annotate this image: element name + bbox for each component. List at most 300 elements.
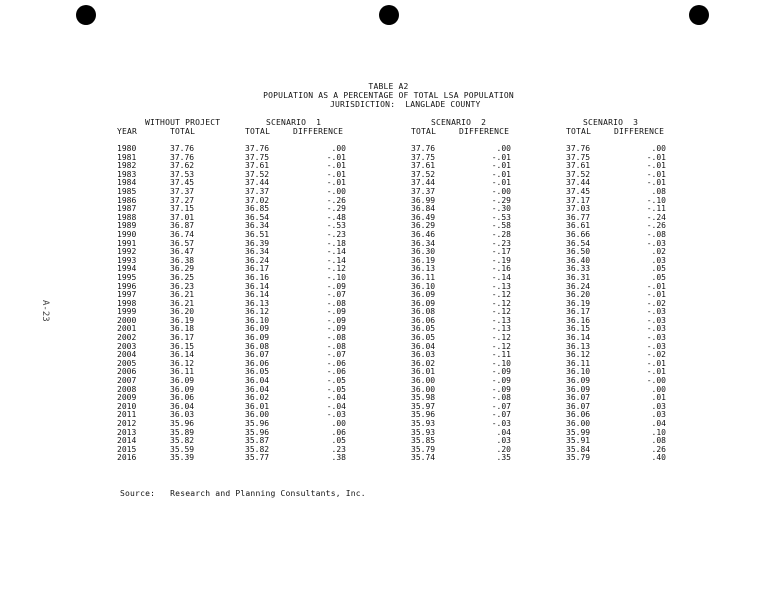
without-total-cell: 36.29 <box>170 264 195 274</box>
s2-difference-cell: .03 <box>496 436 511 446</box>
s2-total-cell: 36.46 <box>411 229 436 239</box>
s3-difference-cell: -.01 <box>646 281 666 291</box>
s2-total-cell: 36.13 <box>411 264 436 274</box>
s1-total-cell: 36.04 <box>245 376 270 386</box>
s1-total-cell: 37.52 <box>245 169 270 179</box>
year-cell: 1995 <box>117 272 137 282</box>
s2-total-cell: 35.93 <box>411 427 436 437</box>
s2-difference-cell: -.03 <box>491 419 511 428</box>
page-side-label: A-23 <box>40 300 50 322</box>
s2-total-cell: 36.01 <box>411 367 436 377</box>
table-row <box>0 230 777 239</box>
s3-total-cell: 36.19 <box>566 298 591 308</box>
year-cell: 1988 <box>117 212 137 222</box>
s1-total-cell: 36.54 <box>245 212 270 222</box>
without-total-cell: 37.45 <box>170 178 195 188</box>
table-row <box>0 333 777 342</box>
s3-difference-cell: .02 <box>651 247 666 257</box>
s1-total-cell: 36.14 <box>245 290 270 300</box>
s2-total-cell: 36.09 <box>411 290 436 300</box>
header-s3-difference: DIFFERENCE <box>614 127 665 136</box>
s3-difference-cell: -.10 <box>646 195 666 205</box>
without-total-cell: 37.53 <box>170 169 195 179</box>
table-row <box>0 187 777 196</box>
s2-total-cell: 36.49 <box>411 212 436 222</box>
without-total-cell: 35.39 <box>170 453 195 463</box>
without-total-cell: 36.47 <box>170 247 195 257</box>
without-total-cell: 36.21 <box>170 298 195 308</box>
year-cell: 2002 <box>117 333 137 343</box>
s2-difference-cell: -.08 <box>491 393 511 403</box>
without-total-cell: 36.12 <box>170 358 195 368</box>
data-table-body <box>0 144 777 462</box>
s3-total-cell: 36.13 <box>566 341 591 351</box>
year-cell: 2003 <box>117 341 137 351</box>
s1-difference-cell: -.23 <box>326 229 346 239</box>
table-row <box>0 204 777 213</box>
s2-total-cell: 36.29 <box>411 221 436 231</box>
s3-difference-cell: -.01 <box>646 161 666 171</box>
s2-difference-cell: -.58 <box>491 221 511 231</box>
s3-total-cell: 36.54 <box>566 238 591 248</box>
s1-difference-cell: -.06 <box>326 358 346 368</box>
s1-total-cell: 36.09 <box>245 333 270 343</box>
s1-difference-cell: -.14 <box>326 255 346 265</box>
s1-difference-cell: -.07 <box>326 290 346 300</box>
s3-total-cell: 35.91 <box>566 436 591 446</box>
table-row <box>0 428 777 437</box>
s2-total-cell: 36.04 <box>411 341 436 351</box>
s2-difference-cell: -.00 <box>491 186 511 196</box>
s1-difference-cell: -.01 <box>326 161 346 171</box>
s2-difference-cell: -.13 <box>491 281 511 291</box>
s3-difference-cell: -.08 <box>646 229 666 239</box>
s3-difference-cell: .00 <box>651 144 666 153</box>
table-row <box>0 410 777 419</box>
s1-total-cell: 36.06 <box>245 358 270 368</box>
without-total-cell: 36.38 <box>170 255 195 265</box>
s1-difference-cell: -.01 <box>326 152 346 162</box>
s3-total-cell: 37.44 <box>566 178 591 188</box>
s1-difference-cell: -.07 <box>326 350 346 360</box>
table-row <box>0 307 777 316</box>
s1-total-cell: 35.82 <box>245 444 270 454</box>
year-cell: 2012 <box>117 419 137 428</box>
s1-total-cell: 35.77 <box>245 453 270 463</box>
without-total-cell: 36.25 <box>170 272 195 282</box>
s3-total-cell: 37.61 <box>566 161 591 171</box>
without-total-cell: 36.57 <box>170 238 195 248</box>
table-row <box>0 359 777 368</box>
s2-difference-cell: -.10 <box>491 358 511 368</box>
without-total-cell: 36.17 <box>170 333 195 343</box>
table-row <box>0 178 777 187</box>
table-row <box>0 290 777 299</box>
without-total-cell: 36.21 <box>170 290 195 300</box>
s2-total-cell: 36.11 <box>411 272 436 282</box>
s3-total-cell: 36.14 <box>566 333 591 343</box>
s2-total-cell: 37.37 <box>411 186 436 196</box>
year-cell: 2008 <box>117 384 137 394</box>
s2-difference-cell: -.01 <box>491 169 511 179</box>
year-cell: 1980 <box>117 144 137 153</box>
s1-difference-cell: -.04 <box>326 393 346 403</box>
s1-total-cell: 37.76 <box>245 144 270 153</box>
s2-difference-cell: -.12 <box>491 333 511 343</box>
year-cell: 1994 <box>117 264 137 274</box>
s1-difference-cell: .23 <box>331 444 346 454</box>
s1-difference-cell: -.26 <box>326 195 346 205</box>
s1-difference-cell: -.09 <box>326 281 346 291</box>
s3-difference-cell: .05 <box>651 272 666 282</box>
table-row <box>0 213 777 222</box>
s3-total-cell: 36.09 <box>566 384 591 394</box>
s1-total-cell: 36.51 <box>245 229 270 239</box>
s1-difference-cell: -.09 <box>326 324 346 334</box>
s2-total-cell: 36.08 <box>411 307 436 317</box>
s2-total-cell: 35.93 <box>411 419 436 428</box>
s3-total-cell: 36.10 <box>566 367 591 377</box>
s1-total-cell: 36.34 <box>245 221 270 231</box>
year-cell: 2011 <box>117 410 137 420</box>
s1-difference-cell: -.10 <box>326 272 346 282</box>
s3-total-cell: 36.16 <box>566 315 591 325</box>
header-s2-difference: DIFFERENCE <box>459 127 510 136</box>
year-cell: 2014 <box>117 436 137 446</box>
header-scenario-3: SCENARIO 3 <box>583 118 639 127</box>
without-total-cell: 37.37 <box>170 186 195 196</box>
without-total-cell: 36.15 <box>170 341 195 351</box>
s1-difference-cell: -.08 <box>326 341 346 351</box>
year-cell: 1982 <box>117 161 137 171</box>
s2-total-cell: 36.34 <box>411 238 436 248</box>
s3-difference-cell: .40 <box>651 453 666 463</box>
s2-total-cell: 36.30 <box>411 247 436 257</box>
without-total-cell: 36.20 <box>170 307 195 317</box>
s2-difference-cell: -.23 <box>491 238 511 248</box>
s2-total-cell: 35.85 <box>411 436 436 446</box>
s1-total-cell: 36.14 <box>245 281 270 291</box>
s1-total-cell: 36.39 <box>245 238 270 248</box>
s3-total-cell: 37.76 <box>566 144 591 153</box>
s1-total-cell: 36.13 <box>245 298 270 308</box>
year-cell: 2006 <box>117 367 137 377</box>
s1-difference-cell: .00 <box>331 419 346 428</box>
s1-total-cell: 36.07 <box>245 350 270 360</box>
s3-difference-cell: -.02 <box>646 298 666 308</box>
s1-difference-cell: -.12 <box>326 264 346 274</box>
s2-total-cell: 35.96 <box>411 410 436 420</box>
without-total-cell: 36.18 <box>170 324 195 334</box>
s1-difference-cell: -.01 <box>326 169 346 179</box>
s3-difference-cell: -.03 <box>646 315 666 325</box>
year-cell: 1985 <box>117 186 137 196</box>
without-total-cell: 36.19 <box>170 315 195 325</box>
without-total-cell: 36.74 <box>170 229 195 239</box>
s2-difference-cell: -.09 <box>491 367 511 377</box>
table-row <box>0 436 777 445</box>
year-cell: 2016 <box>117 453 137 463</box>
table-row <box>0 221 777 230</box>
s1-difference-cell: -.08 <box>326 298 346 308</box>
s1-total-cell: 36.85 <box>245 204 270 214</box>
s2-difference-cell: -.01 <box>491 178 511 188</box>
without-total-cell: 36.06 <box>170 393 195 403</box>
table-row <box>0 419 777 428</box>
s2-difference-cell: -.12 <box>491 290 511 300</box>
year-cell: 2010 <box>117 401 137 411</box>
s2-difference-cell: -.09 <box>491 376 511 386</box>
s1-total-cell: 36.17 <box>245 264 270 274</box>
s2-total-cell: 37.61 <box>411 161 436 171</box>
table-row <box>0 161 777 170</box>
s2-total-cell: 37.52 <box>411 169 436 179</box>
without-total-cell: 35.82 <box>170 436 195 446</box>
year-cell: 1997 <box>117 290 137 300</box>
s3-total-cell: 36.61 <box>566 221 591 231</box>
s1-total-cell: 37.37 <box>245 186 270 196</box>
s1-difference-cell: -.14 <box>326 247 346 257</box>
s3-difference-cell: .08 <box>651 436 666 446</box>
s1-total-cell: 36.16 <box>245 272 270 282</box>
s2-difference-cell: -.12 <box>491 298 511 308</box>
table-row <box>0 170 777 179</box>
s3-total-cell: 36.00 <box>566 419 591 428</box>
s3-total-cell: 37.75 <box>566 152 591 162</box>
binder-hole-center <box>379 5 399 25</box>
year-cell: 2013 <box>117 427 137 437</box>
table-row <box>0 282 777 291</box>
s1-difference-cell: -.05 <box>326 376 346 386</box>
table-row <box>0 350 777 359</box>
year-cell: 1991 <box>117 238 137 248</box>
without-total-cell: 37.76 <box>170 152 195 162</box>
table-row <box>0 239 777 248</box>
s3-difference-cell: -.26 <box>646 221 666 231</box>
s3-total-cell: 36.07 <box>566 393 591 403</box>
header-s1-difference: DIFFERENCE <box>293 127 344 136</box>
s2-difference-cell: -.11 <box>491 350 511 360</box>
year-cell: 2005 <box>117 358 137 368</box>
s1-total-cell: 37.61 <box>245 161 270 171</box>
s3-difference-cell: -.03 <box>646 324 666 334</box>
s1-difference-cell: -.06 <box>326 367 346 377</box>
s3-total-cell: 36.66 <box>566 229 591 239</box>
s3-total-cell: 36.12 <box>566 350 591 360</box>
s3-total-cell: 36.15 <box>566 324 591 334</box>
s3-difference-cell: .08 <box>651 186 666 196</box>
year-cell: 2009 <box>117 393 137 403</box>
s2-difference-cell: .04 <box>496 427 511 437</box>
s1-difference-cell: -.03 <box>326 410 346 420</box>
s1-total-cell: 36.34 <box>245 247 270 257</box>
s2-difference-cell: -.01 <box>491 161 511 171</box>
s1-total-cell: 36.04 <box>245 384 270 394</box>
table-row <box>0 367 777 376</box>
header-scenario-2: SCENARIO 2 <box>431 118 487 127</box>
s1-difference-cell: .06 <box>331 427 346 437</box>
header-scenario-1: SCENARIO 1 <box>266 118 322 127</box>
s1-total-cell: 37.75 <box>245 152 270 162</box>
without-total-cell: 37.27 <box>170 195 195 205</box>
without-total-cell: 36.11 <box>170 367 195 377</box>
s1-total-cell: 36.00 <box>245 410 270 420</box>
s2-total-cell: 35.98 <box>411 393 436 403</box>
without-total-cell: 37.76 <box>170 144 195 153</box>
table-row <box>0 316 777 325</box>
s2-difference-cell: .00 <box>496 144 511 153</box>
table-label: TABLE A2 <box>368 82 409 91</box>
s1-total-cell: 36.24 <box>245 255 270 265</box>
s3-total-cell: 35.99 <box>566 427 591 437</box>
s2-total-cell: 36.99 <box>411 195 436 205</box>
year-cell: 2001 <box>117 324 137 334</box>
s2-total-cell: 36.19 <box>411 255 436 265</box>
s3-difference-cell: .03 <box>651 255 666 265</box>
s3-difference-cell: .10 <box>651 427 666 437</box>
s1-difference-cell: -.01 <box>326 178 346 188</box>
s2-difference-cell: -.07 <box>491 410 511 420</box>
table-row <box>0 324 777 333</box>
s1-difference-cell: -.29 <box>326 204 346 214</box>
s2-difference-cell: -.07 <box>491 401 511 411</box>
s3-difference-cell: -.01 <box>646 152 666 162</box>
year-cell: 1986 <box>117 195 137 205</box>
s2-total-cell: 37.75 <box>411 152 436 162</box>
year-cell: 1990 <box>117 229 137 239</box>
table-row <box>0 453 777 462</box>
year-cell: 1987 <box>117 204 137 214</box>
year-cell: 1993 <box>117 255 137 265</box>
s3-difference-cell: -.00 <box>646 376 666 386</box>
s2-difference-cell: -.19 <box>491 255 511 265</box>
year-cell: 1983 <box>117 169 137 179</box>
source-note: Source: Research and Planning Consultants, Inc. <box>120 489 366 498</box>
binder-hole-left <box>76 5 96 25</box>
s3-difference-cell: .05 <box>651 264 666 274</box>
header-without-total: TOTAL <box>170 127 196 136</box>
s2-total-cell: 36.00 <box>411 376 436 386</box>
table-row <box>0 342 777 351</box>
s2-total-cell: 36.03 <box>411 350 436 360</box>
s3-difference-cell: -.03 <box>646 341 666 351</box>
s3-total-cell: 37.52 <box>566 169 591 179</box>
s2-difference-cell: -.01 <box>491 152 511 162</box>
s3-total-cell: 36.40 <box>566 255 591 265</box>
s3-difference-cell: -.11 <box>646 204 666 214</box>
s1-difference-cell: -.05 <box>326 384 346 394</box>
without-total-cell: 36.87 <box>170 221 195 231</box>
s3-total-cell: 37.03 <box>566 204 591 214</box>
s2-difference-cell: -.29 <box>491 195 511 205</box>
s1-difference-cell: .00 <box>331 144 346 153</box>
table-row <box>0 376 777 385</box>
s1-total-cell: 36.05 <box>245 367 270 377</box>
without-total-cell: 37.15 <box>170 204 195 214</box>
table-row <box>0 393 777 402</box>
s2-total-cell: 35.74 <box>411 453 436 463</box>
table-title-line1: POPULATION AS A PERCENTAGE OF TOTAL LSA POPULATION <box>263 91 514 100</box>
s3-total-cell: 36.11 <box>566 358 591 368</box>
s1-difference-cell: -.09 <box>326 307 346 317</box>
s1-total-cell: 36.02 <box>245 393 270 403</box>
s3-total-cell: 37.17 <box>566 195 591 205</box>
s3-difference-cell: .03 <box>651 410 666 420</box>
s3-total-cell: 36.33 <box>566 264 591 274</box>
s2-total-cell: 37.44 <box>411 178 436 188</box>
s1-total-cell: 36.08 <box>245 341 270 351</box>
s2-total-cell: 37.76 <box>411 144 436 153</box>
table-row <box>0 299 777 308</box>
s3-total-cell: 36.20 <box>566 290 591 300</box>
s2-difference-cell: -.17 <box>491 247 511 257</box>
s1-total-cell: 35.87 <box>245 436 270 446</box>
without-total-cell: 35.96 <box>170 419 195 428</box>
s2-difference-cell: .20 <box>496 444 511 454</box>
without-total-cell: 35.59 <box>170 444 195 454</box>
table-row <box>0 247 777 256</box>
table-row <box>0 385 777 394</box>
s2-difference-cell: -.13 <box>491 315 511 325</box>
s2-total-cell: 36.00 <box>411 384 436 394</box>
s2-total-cell: 35.97 <box>411 401 436 411</box>
table-row <box>0 196 777 205</box>
header-without-project: WITHOUT PROJECT <box>145 118 221 127</box>
s3-total-cell: 36.17 <box>566 307 591 317</box>
s3-difference-cell: .04 <box>651 419 666 428</box>
year-cell: 2000 <box>117 315 137 325</box>
year-cell: 1992 <box>117 247 137 257</box>
s1-total-cell: 37.44 <box>245 178 270 188</box>
s3-difference-cell: -.03 <box>646 307 666 317</box>
s2-difference-cell: -.14 <box>491 272 511 282</box>
year-cell: 2015 <box>117 444 137 454</box>
s1-difference-cell: -.08 <box>326 333 346 343</box>
s1-difference-cell: -.48 <box>326 212 346 222</box>
without-total-cell: 36.23 <box>170 281 195 291</box>
table-row <box>0 153 777 162</box>
s2-difference-cell: -.13 <box>491 324 511 334</box>
table-row <box>0 445 777 454</box>
s1-total-cell: 35.96 <box>245 427 270 437</box>
s2-total-cell: 36.84 <box>411 204 436 214</box>
header-year: YEAR <box>117 127 138 136</box>
s3-difference-cell: -.02 <box>646 350 666 360</box>
year-cell: 2004 <box>117 350 137 360</box>
header-s1-total: TOTAL <box>245 127 271 136</box>
table-row <box>0 402 777 411</box>
table-row <box>0 256 777 265</box>
table-row <box>0 264 777 273</box>
without-total-cell: 37.62 <box>170 161 195 171</box>
year-cell: 1981 <box>117 152 137 162</box>
without-total-cell: 36.03 <box>170 410 195 420</box>
s1-difference-cell: .05 <box>331 436 346 446</box>
s2-total-cell: 36.09 <box>411 298 436 308</box>
s3-total-cell: 36.09 <box>566 376 591 386</box>
s2-difference-cell: -.53 <box>491 212 511 222</box>
s3-difference-cell: -.24 <box>646 212 666 222</box>
s3-difference-cell: -.03 <box>646 238 666 248</box>
s2-total-cell: 36.10 <box>411 281 436 291</box>
s2-total-cell: 36.06 <box>411 315 436 325</box>
year-cell: 1996 <box>117 281 137 291</box>
s1-total-cell: 36.09 <box>245 324 270 334</box>
s3-total-cell: 37.45 <box>566 186 591 196</box>
s1-difference-cell: -.18 <box>326 238 346 248</box>
year-cell: 1984 <box>117 178 137 188</box>
without-total-cell: 37.01 <box>170 212 195 222</box>
